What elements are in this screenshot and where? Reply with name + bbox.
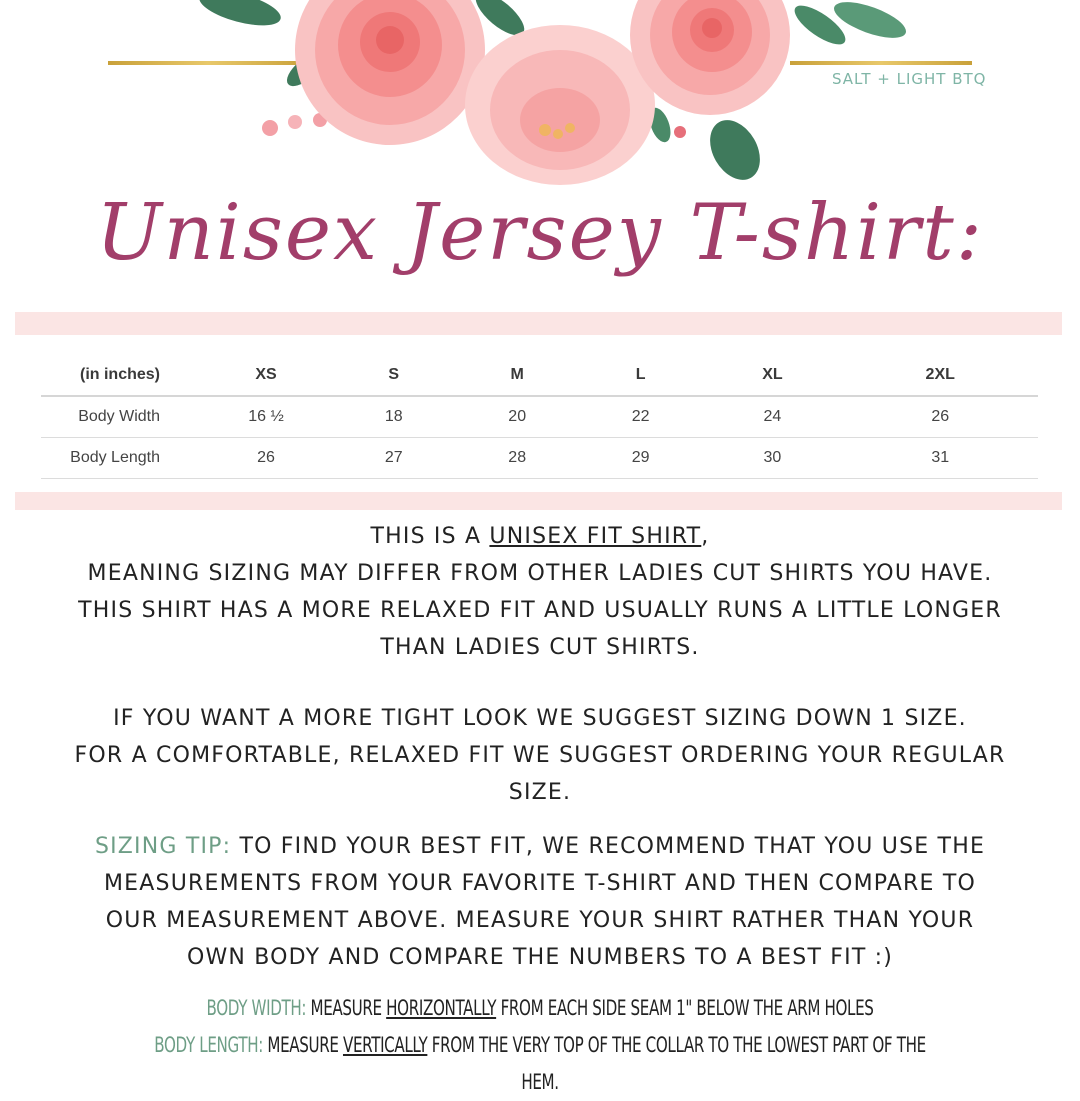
size-header-s: S xyxy=(332,355,455,396)
body-width-prefix: MEASURE xyxy=(306,996,387,1020)
body-width-instruction xyxy=(151,990,929,1027)
size-header-2xl: 2XL xyxy=(842,355,1038,396)
body-width-label: BODY WIDTH: xyxy=(206,996,307,1020)
sizing-tip xyxy=(0,828,1080,976)
body-length-instruction xyxy=(151,1027,929,1101)
tip-line-2: MEASUREMENTS FROM YOUR FAVORITE T-SHIRT AND THEN COMPARE TO xyxy=(104,871,976,896)
horizontally-emphasis: HORIZONTALLY xyxy=(386,996,497,1020)
vertically-emphasis: VERTICALLY xyxy=(342,1033,428,1057)
tip-line-4: OWN BODY AND COMPARE THE NUMBERS TO A BEST FIT :) xyxy=(186,945,894,970)
table-cell: 29 xyxy=(579,438,702,479)
body-width-suffix: FROM EACH SIDE SEAM 1" BELOW THE ARM HOLES xyxy=(496,996,874,1020)
tip-line-3: OUR MEASUREMENT ABOVE. MEASURE YOUR SHIRT RATHER THAN YOUR xyxy=(105,908,975,933)
table-cell: 26 xyxy=(842,396,1038,438)
size-header-xs: XS xyxy=(200,355,332,396)
table-cell: 27 xyxy=(332,438,455,479)
size-chart-table xyxy=(41,355,1038,479)
size-header-m: M xyxy=(455,355,578,396)
floral-header-illustration xyxy=(0,0,1080,200)
suggestion-line-1: IF YOU WANT A MORE TIGHT LOOK WE SUGGEST SIZING DOWN 1 SIZE. xyxy=(113,706,967,731)
size-header-l: L xyxy=(579,355,702,396)
table-row-body-width xyxy=(41,396,1038,438)
rose-bouquet-icon xyxy=(0,0,1080,200)
fit-notice-prefix: THIS IS A xyxy=(370,524,490,549)
fit-notice xyxy=(0,518,1080,666)
fit-notice-suffix: , xyxy=(701,524,710,549)
page-title: Unisex Jersey T-shirt: xyxy=(95,188,985,278)
table-cell: 24 xyxy=(702,396,842,438)
fit-notice-line-4: THAN LADIES CUT SHIRTS. xyxy=(380,635,700,660)
sizing-tip-label: SIZING TIP: xyxy=(94,834,232,859)
fit-notice-line-3: THIS SHIRT HAS A MORE RELAXED FIT AND USUALLY RUNS A LITTLE LONGER xyxy=(78,598,1002,623)
row-label-body-length: Body Length xyxy=(41,438,200,479)
body-length-label: BODY LENGTH: xyxy=(154,1033,263,1057)
table-cell: 31 xyxy=(842,438,1038,479)
table-cell: 26 xyxy=(200,438,332,479)
size-header-xl: XL xyxy=(702,355,842,396)
table-cell: 22 xyxy=(579,396,702,438)
tip-line-1-text: TO FIND YOUR BEST FIT, WE RECOMMEND THAT YOU USE THE xyxy=(231,834,986,859)
size-chart-header-row xyxy=(41,355,1038,396)
table-cell: 28 xyxy=(455,438,578,479)
suggestion-line-2: FOR A COMFORTABLE, RELAXED FIT WE SUGGEST ORDERING YOUR REGULAR xyxy=(74,743,1006,768)
fit-notice-line-1 xyxy=(0,518,1080,555)
brand-logo-text: SALT + LIGHT BTQ xyxy=(832,70,987,88)
fit-notice-line-2: MEANING SIZING MAY DIFFER FROM OTHER LADIES CUT SHIRTS YOU HAVE. xyxy=(87,561,993,586)
body-length-prefix: MEASURE xyxy=(262,1033,343,1057)
unisex-fit-emphasis: UNISEX FIT SHIRT xyxy=(489,524,702,549)
tip-line-1 xyxy=(0,828,1080,865)
suggestion-line-3: SIZE. xyxy=(508,780,572,805)
row-label-body-width: Body Width xyxy=(41,396,200,438)
body-length-suffix: FROM THE VERY TOP OF THE COLLAR TO THE LOWEST PART OF THE HEM. xyxy=(427,1033,926,1094)
table-cell: 30 xyxy=(702,438,842,479)
sizing-suggestion xyxy=(0,700,1080,811)
table-cell: 18 xyxy=(332,396,455,438)
table-row-body-length xyxy=(41,438,1038,479)
table-cell: 20 xyxy=(455,396,578,438)
unit-label: (in inches) xyxy=(41,355,200,396)
table-cell: 16 ½ xyxy=(200,396,332,438)
